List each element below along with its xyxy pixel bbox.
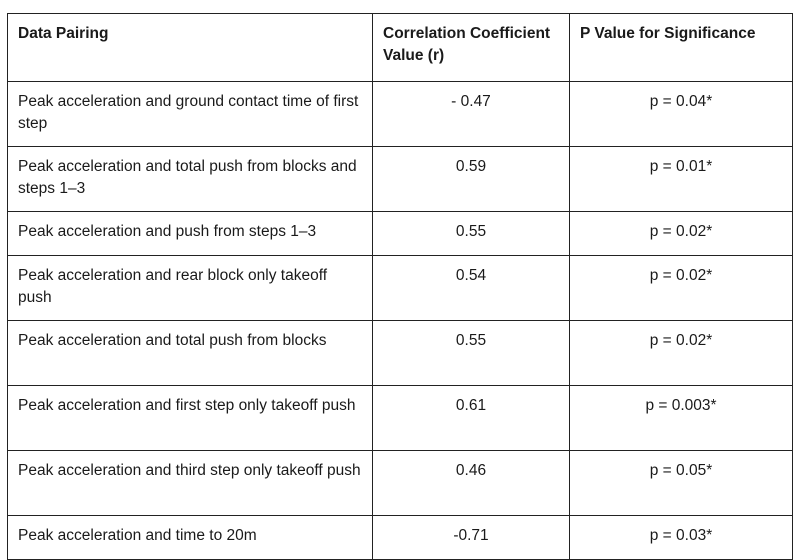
r-value-cell: - 0.47: [373, 82, 570, 147]
table-row: [8, 256, 793, 321]
p-value-cell: p = 0.04*: [570, 82, 793, 147]
pairing-cell: Peak acceleration and rear block only takeoff push: [8, 256, 373, 321]
r-value-cell: -0.71: [373, 516, 570, 560]
pairing-cell: Peak acceleration and time to 20m: [8, 516, 373, 560]
table-row: [8, 516, 793, 560]
p-value-cell: p = 0.003*: [570, 386, 793, 451]
r-value-cell: 0.46: [373, 451, 570, 516]
pairing-cell: Peak acceleration and total push from blocks and steps 1–3: [8, 147, 373, 212]
pairing-cell: Peak acceleration and push from steps 1–3: [8, 212, 373, 256]
p-value-cell: p = 0.02*: [570, 212, 793, 256]
r-value-cell: 0.59: [373, 147, 570, 212]
header-p-value: P Value for Significance: [570, 14, 793, 82]
pairing-cell: Peak acceleration and first step only takeoff push: [8, 386, 373, 451]
r-value-cell: 0.55: [373, 321, 570, 386]
pairing-cell: Peak acceleration and third step only takeoff push: [8, 451, 373, 516]
r-value-cell: 0.55: [373, 212, 570, 256]
pairing-cell: Peak acceleration and total push from blocks: [8, 321, 373, 386]
table-row: [8, 82, 793, 147]
p-value-cell: p = 0.03*: [570, 516, 793, 560]
p-value-cell: p = 0.02*: [570, 256, 793, 321]
correlation-table-container: [7, 13, 792, 560]
table-row: [8, 386, 793, 451]
p-value-cell: p = 0.02*: [570, 321, 793, 386]
table-row: [8, 321, 793, 386]
r-value-cell: 0.54: [373, 256, 570, 321]
header-data-pairing: Data Pairing: [8, 14, 373, 82]
pairing-cell: Peak acceleration and ground contact time of first step: [8, 82, 373, 147]
r-value-cell: 0.61: [373, 386, 570, 451]
p-value-cell: p = 0.05*: [570, 451, 793, 516]
table-row: [8, 147, 793, 212]
header-correlation-coefficient: Correlation Coefficient Value (r): [373, 14, 570, 82]
table-row: [8, 212, 793, 256]
correlation-table: [7, 13, 793, 560]
p-value-cell: p = 0.01*: [570, 147, 793, 212]
header-row: [8, 14, 793, 82]
table-row: [8, 451, 793, 516]
